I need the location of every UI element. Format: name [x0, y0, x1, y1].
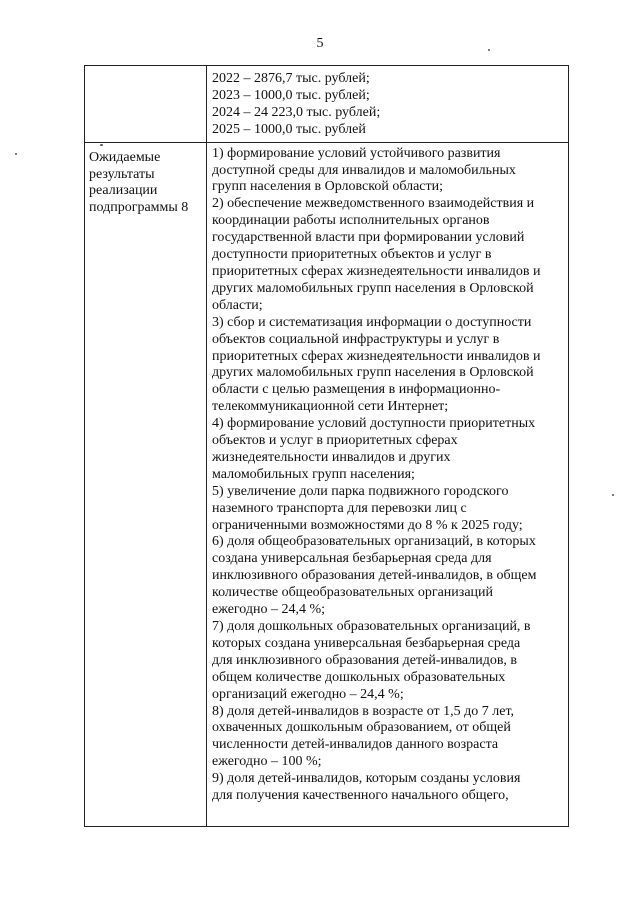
text-line: которых создана универсальная безбарьерная среда — [212, 635, 521, 651]
scan-speck — [100, 144, 103, 146]
text-line: 1) формирование условий устойчивого развития — [212, 145, 501, 161]
text-line: координации работы исполнительных органов — [212, 213, 490, 229]
text-line: телекоммуникационной сети Интернет; — [212, 399, 449, 415]
results-label — [85, 143, 206, 222]
scan-speck — [612, 494, 614, 496]
funding-label-cell — [85, 66, 207, 143]
text-line: 2024 – 24 223,0 тыс. рублей; — [212, 104, 381, 120]
scan-speck — [488, 49, 490, 51]
text-line: жизнедеятельности инвалидов и других — [212, 449, 451, 465]
text-line: государственной власти при формировании условий — [212, 230, 525, 246]
text-line: 2023 – 1000,0 тыс. рублей; — [212, 87, 370, 103]
text-line: организаций ежегодно – 24,4 %; — [212, 686, 404, 702]
text-line: 6) доля общеобразовательных организаций, в которых — [212, 534, 536, 550]
subprogram-passport-table — [84, 65, 569, 827]
text-line: других маломобильных групп населения в Орловской — [212, 365, 534, 381]
text-line: создана универсальная безбарьерная среда для — [212, 551, 492, 567]
text-line: 2025 – 1000,0 тыс. рублей — [212, 121, 366, 137]
funding-value-cell — [207, 66, 569, 143]
text-line: групп населения в Орловской области; — [212, 179, 444, 195]
text-line: других маломобильных групп населения в Орловской — [212, 280, 534, 296]
text-line: количестве общеобразовательных организаций — [212, 585, 494, 601]
text-line: ежегодно – 24,4 %; — [212, 602, 326, 618]
text-line: доступной среды для инвалидов и маломобильных — [212, 162, 516, 178]
results-label-cell — [85, 142, 207, 826]
funding-lines — [207, 66, 568, 142]
page-number: 5 — [316, 36, 324, 51]
text-line: доступности приоритетных объектов и услуг в — [212, 247, 492, 263]
text-line: области; — [212, 297, 263, 313]
results-value-cell — [207, 142, 569, 826]
text-line: объектов социальной инфраструктуры и услуг в — [212, 331, 500, 347]
text-line: наземного транспорта для перевозки лиц с — [212, 500, 467, 516]
funding-row — [85, 66, 569, 143]
text-line: для получения качественного начального общего, — [212, 788, 509, 804]
text-line: приоритетных сферах жизнедеятельности инвалидов и — [212, 263, 541, 279]
text-line: Ожидаемые — [89, 149, 161, 165]
text-line: общем количестве дошкольных образовательных — [212, 669, 506, 685]
text-line: 5) увеличение доли парка подвижного городского — [212, 483, 509, 499]
text-line: реализации — [89, 183, 158, 199]
text-line: подпрограммы 8 — [89, 200, 189, 216]
scan-speck — [15, 153, 17, 155]
text-line: 9) доля детей-инвалидов, которым созданы условия — [212, 771, 521, 787]
text-line: для инклюзивного образования детей-инвалидов, в — [212, 652, 518, 668]
text-line: 2022 – 2876,7 тыс. рублей; — [212, 71, 370, 86]
text-line: области с целью размещения в информационно- — [212, 382, 501, 398]
text-line: результаты — [89, 166, 155, 182]
text-line: ежегодно – 100 %; — [212, 754, 322, 770]
results-row — [85, 142, 569, 826]
results-lines — [207, 143, 568, 809]
text-line: 8) доля детей-инвалидов в возрасте от 1,5 до 7 лет, — [212, 703, 515, 719]
text-line: объектов и услуг в приоритетных сферах — [212, 433, 458, 449]
text-line: ограниченными возможностями до 8 % к 2025 году; — [212, 517, 523, 533]
text-line: маломобильных групп населения; — [212, 466, 415, 482]
text-line: инклюзивного образования детей-инвалидов, в общем — [212, 568, 537, 584]
text-line: 2) обеспечение межведомственного взаимодействия и — [212, 196, 535, 212]
text-line: численности детей-инвалидов данного возраста — [212, 737, 499, 753]
text-line: 4) формирование условий доступности приоритетных — [212, 416, 536, 432]
text-line: 7) доля дошкольных образовательных организаций, в — [212, 619, 531, 634]
text-line: приоритетных сферах жизнедеятельности инвалидов и — [212, 348, 541, 364]
text-line: 3) сбор и систематизация информации о доступности — [212, 314, 532, 330]
text-line: охваченных дошкольным образованием, от общей — [212, 720, 511, 736]
